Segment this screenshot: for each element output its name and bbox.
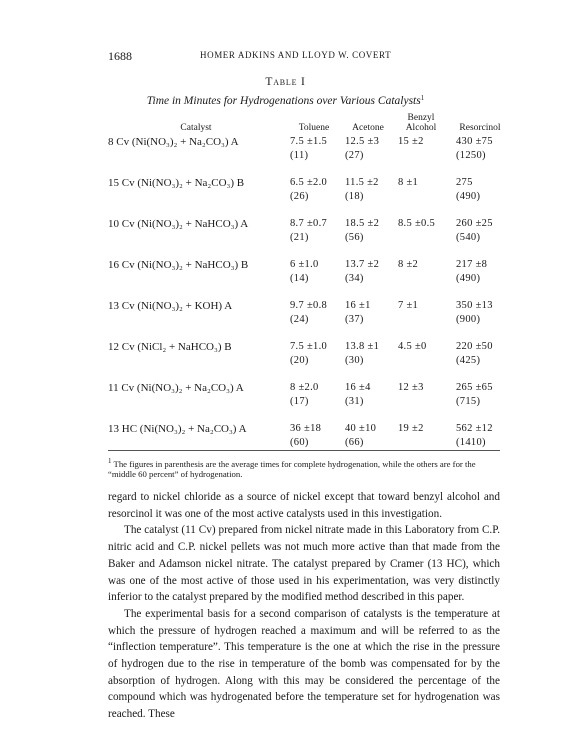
page-header xyxy=(0,49,571,63)
col-header-resorcinol: Resorcinol xyxy=(459,123,501,133)
table-label: Table I xyxy=(265,76,306,88)
paragraph-3: The experimental basis for a second comparison of catalysts is the temperature at which the pressure of hydrogen reached a maximum and will be referred to as the “inflection temperature”. This temperature is the one at which the rise in the pressure of hydrogen due to the rise in temperature of the bomb was compensated for by the absorption of hydrogen. Along with this may be considered the percentage of the compound which was hydrogenated before the temperature set for hydrogenation was reached. These xyxy=(108,607,500,721)
col-header-alcohol: Alcohol xyxy=(405,123,437,133)
toluene-complete-time: (60) xyxy=(290,437,309,448)
resorcinol-value: 430 ±75 xyxy=(456,136,493,147)
benzyl-value: 4.5 ±0 xyxy=(398,341,427,352)
toluene-complete-time: (24) xyxy=(290,314,309,325)
benzyl-value: 8.5 ±0.5 xyxy=(398,218,436,229)
catalyst-cell: 11 Cv (Ni(NO₃)₂ + Na₂CO₃) A xyxy=(108,382,244,394)
resorcinol-complete-time: (490) xyxy=(456,191,481,202)
resorcinol-value: 562 ±12 xyxy=(456,423,493,434)
toluene-value: 8 ±2.0 xyxy=(290,382,319,393)
col-header-benzyl: Benzyl xyxy=(407,113,435,123)
acetone-value: 40 ±10 xyxy=(345,423,377,434)
catalyst-cell: 13 HC (Ni(NO₃)₂ + Na₂CO₃) A xyxy=(108,423,247,435)
resorcinol-value: 220 ±50 xyxy=(456,341,493,352)
col-header-acetone: Acetone xyxy=(352,123,384,133)
resorcinol-complete-time: (1250) xyxy=(456,150,486,161)
acetone-value: 13.7 ±2 xyxy=(345,259,380,270)
resorcinol-complete-time: (425) xyxy=(456,355,481,366)
resorcinol-complete-time: (715) xyxy=(456,396,481,407)
catalyst-cell: 13 Cv (Ni(NO₃)₂ + KOH) A xyxy=(108,300,233,312)
paragraph-1: regard to nickel chloride as a source of nickel except that toward benzyl alcohol and resorcinol it was one of the most active catalysts used in this investigation. xyxy=(108,491,500,520)
resorcinol-complete-time: (900) xyxy=(456,314,481,325)
table-title: Time in Minutes for Hydrogenations over Various Catalysts$^1$ xyxy=(146,94,425,107)
toluene-value: 36 ±18 xyxy=(290,423,322,434)
resorcinol-value: 265 ±65 xyxy=(456,382,493,393)
catalyst-cell: 10 Cv (Ni(NO₃)₂ + NaHCO₃) A xyxy=(108,218,249,230)
toluene-value: 8.7 ±0.7 xyxy=(290,218,328,229)
resorcinol-value: 350 ±13 xyxy=(456,300,493,311)
running-title: HOMER ADKINS AND LLOYD W. COVERT xyxy=(200,50,392,60)
resorcinol-value: 260 ±25 xyxy=(456,218,493,229)
catalyst-cell: 8 Cv (Ni(NO₃)₂ + Na₂CO₃) A xyxy=(108,136,239,148)
resorcinol-value: 275 xyxy=(456,177,473,188)
acetone-complete-time: (37) xyxy=(345,314,364,325)
toluene-complete-time: (21) xyxy=(290,232,309,243)
page-number: 1688 xyxy=(108,49,132,63)
acetone-value: 12.5 ±3 xyxy=(345,136,380,147)
resorcinol-complete-time: (540) xyxy=(456,232,481,243)
benzyl-value: 7 ±1 xyxy=(398,300,419,311)
body-text xyxy=(108,489,500,723)
paragraph-2: The catalyst (11 Cv) prepared from nickel nitrate made in this Laboratory from C.P. nitric acid and C.P. nickel pellets was not much more active than that made from the Baker and Adamson nickel nitrate. The catalyst prepared by Cramer (13 HC), which was one of the most active of those used in his experimentation, was very distinctly inferior to the catalyst prepared by the modified method described in this paper. xyxy=(108,524,500,604)
acetone-value: 18.5 ±2 xyxy=(345,218,380,229)
toluene-complete-time: (26) xyxy=(290,191,309,202)
toluene-value: 7.5 ±1.0 xyxy=(290,341,328,352)
catalyst-cell: 12 Cv (NiCl₂ + NaHCO₃) B xyxy=(108,341,232,353)
acetone-complete-time: (66) xyxy=(345,437,364,448)
benzyl-value: 12 ±3 xyxy=(398,382,424,393)
resorcinol-complete-time: (1410) xyxy=(456,437,486,448)
footnote-rule xyxy=(108,450,500,451)
catalyst-cell: 16 Cv (Ni(NO₃)₂ + NaHCO₃) B xyxy=(108,259,249,271)
acetone-complete-time: (56) xyxy=(345,232,364,243)
toluene-value: 6.5 ±2.0 xyxy=(290,177,328,188)
resorcinol-complete-time: (490) xyxy=(456,273,481,284)
acetone-complete-time: (34) xyxy=(345,273,364,284)
toluene-value: 7.5 ±1.5 xyxy=(290,136,328,147)
acetone-value: 16 ±4 xyxy=(345,382,371,393)
benzyl-value: 8 ±1 xyxy=(398,177,419,188)
acetone-value: 13.8 ±1 xyxy=(345,341,380,352)
acetone-value: 11.5 ±2 xyxy=(345,177,379,188)
resorcinol-value: 217 ±8 xyxy=(456,259,488,270)
col-header-catalyst: Catalyst xyxy=(180,123,212,133)
toluene-complete-time: (17) xyxy=(290,396,309,407)
acetone-value: 16 ±1 xyxy=(345,300,371,311)
acetone-complete-time: (18) xyxy=(345,191,364,202)
toluene-complete-time: (20) xyxy=(290,355,309,366)
benzyl-value: 15 ±2 xyxy=(398,136,424,147)
acetone-complete-time: (30) xyxy=(345,355,364,366)
toluene-complete-time: (11) xyxy=(290,150,309,161)
toluene-complete-time: (14) xyxy=(290,273,309,284)
benzyl-value: 8 ±2 xyxy=(398,259,419,270)
toluene-value: 6 ±1.0 xyxy=(290,259,319,270)
table-footnote: $^1$ The figures in parenthesis are the average times for complete hydrogenation, while the others are for the “middle 60 percent” of hydrogenation. xyxy=(108,457,476,479)
acetone-complete-time: (27) xyxy=(345,150,364,161)
toluene-value: 9.7 ±0.8 xyxy=(290,300,328,311)
benzyl-value: 19 ±2 xyxy=(398,423,424,434)
catalyst-cell: 15 Cv (Ni(NO₃)₂ + Na₂CO₃) B xyxy=(108,177,245,189)
col-header-toluene: Toluene xyxy=(298,123,330,133)
acetone-complete-time: (31) xyxy=(345,396,364,407)
